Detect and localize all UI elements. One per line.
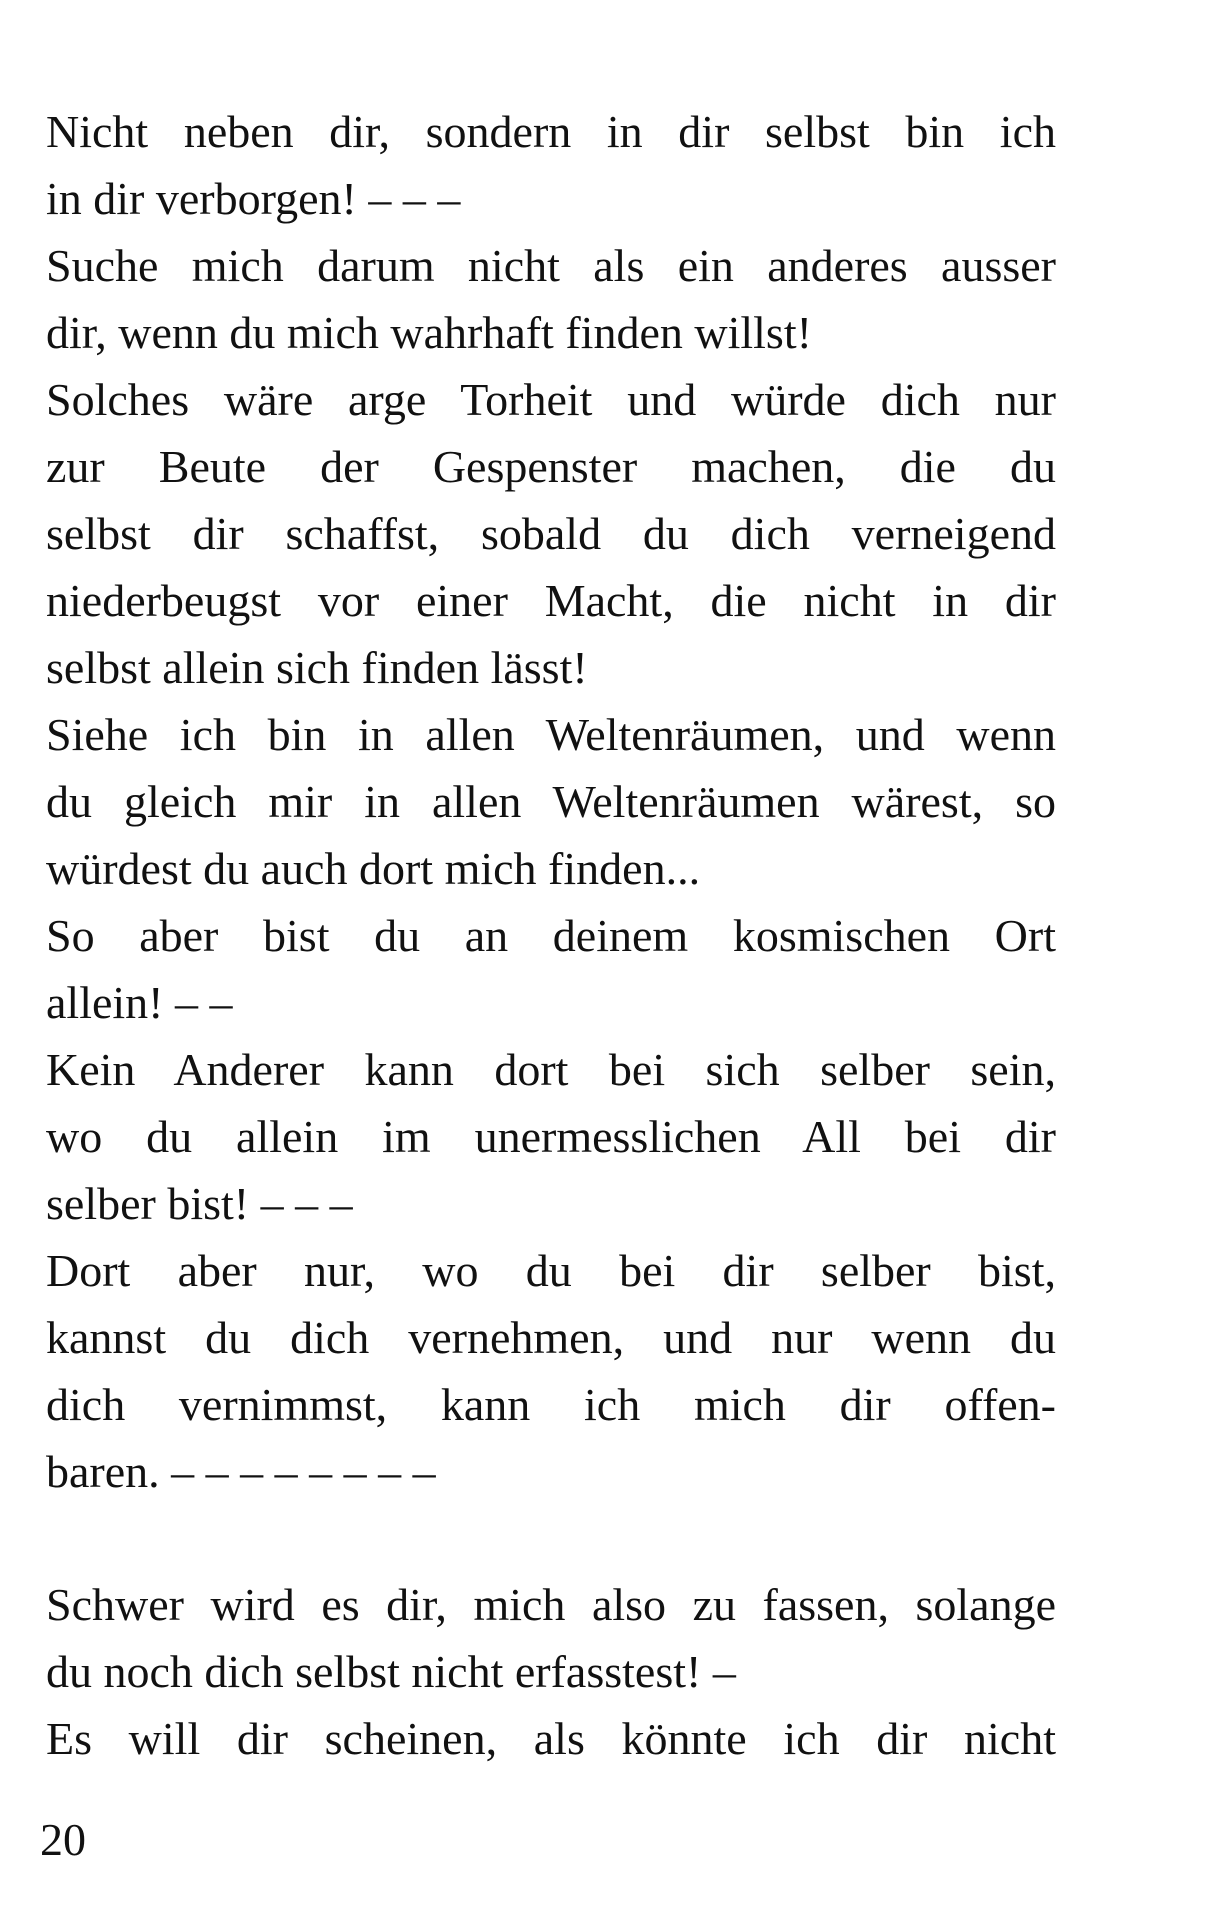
paragraph-gap — [46, 1505, 1056, 1571]
body-text — [46, 98, 1056, 1772]
text-line: wo du allein im unermesslichen All bei dir — [46, 1111, 1056, 1162]
text-line: Dort aber nur, wo du bei dir selber bist, — [46, 1245, 1056, 1296]
text-line: zur Beute der Gespenster machen, die du — [46, 441, 1056, 492]
text-line: Nicht neben dir, sondern in dir selbst bin ich — [46, 106, 1056, 157]
text-line: niederbeugst vor einer Macht, die nicht in dir — [46, 575, 1056, 626]
text-line: in dir verborgen! – – – — [46, 173, 461, 224]
text-line: du gleich mir in allen Weltenräumen wärest, so — [46, 776, 1056, 827]
text-line: dir, wenn du mich wahrhaft finden willst! — [46, 307, 812, 358]
text-line: Es will dir scheinen, als könnte ich dir nicht — [46, 1713, 1056, 1764]
text-line: Solches wäre arge Torheit und würde dich nur — [46, 374, 1056, 425]
text-line: du noch dich selbst nicht erfasstest! – — [46, 1646, 736, 1697]
text-line: Siehe ich bin in allen Weltenräumen, und wenn — [46, 709, 1056, 760]
text-line: selbst allein sich finden lässt! — [46, 642, 588, 693]
page-number: 20 — [40, 1814, 86, 1865]
text-line: würdest du auch dort mich finden... — [46, 843, 701, 894]
text-line: Suche mich darum nicht als ein anderes ausser — [46, 240, 1056, 291]
text-line: selbst dir schaffst, sobald du dich verneigend — [46, 508, 1056, 559]
text-line: Kein Anderer kann dort bei sich selber sein, — [46, 1044, 1056, 1095]
text-line: Schwer wird es dir, mich also zu fassen, solange — [46, 1579, 1056, 1630]
text-line: kannst du dich vernehmen, und nur wenn du — [46, 1312, 1056, 1363]
text-line: selber bist! – – – — [46, 1178, 353, 1229]
text-line: baren. – – – – – – – – — [46, 1446, 436, 1497]
text-line: allein! – – — [46, 977, 233, 1028]
text-line: So aber bist du an deinem kosmischen Ort — [46, 910, 1056, 961]
text-line: dich vernimmst, kann ich mich dir offen- — [46, 1379, 1056, 1430]
